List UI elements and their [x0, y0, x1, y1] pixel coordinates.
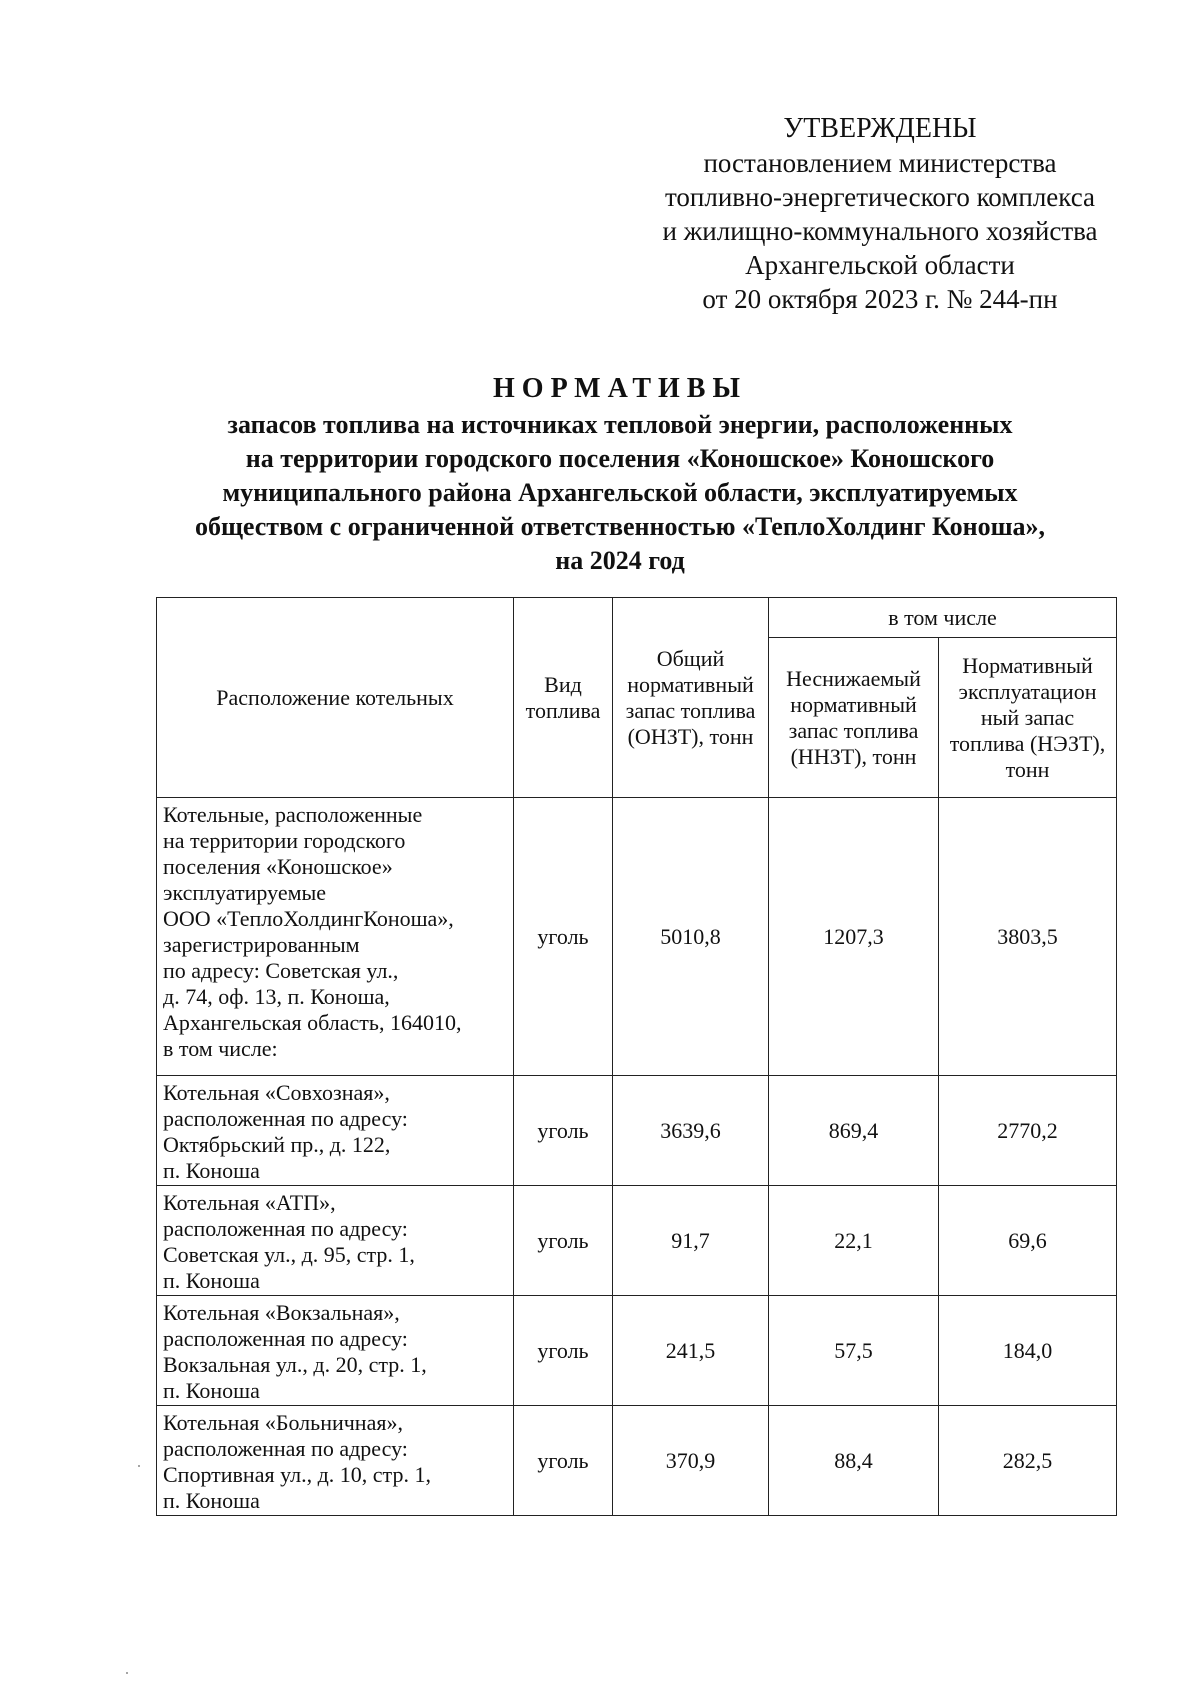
header-nezt: Нормативный эксплуатацион ный запас топлива (НЭЗТ), тонн [939, 638, 1117, 798]
cell-total: 5010,8 [613, 798, 769, 1076]
header-including: в том числе [769, 598, 1117, 638]
cell-nnzt: 1207,3 [769, 798, 939, 1076]
cell-location: Котельные, расположенные на территории городского поселения «Коношское» эксплуатируемые ООО «ТеплоХолдингКоноша», зарегистрированным по адресу: Советская ул., д. 74, оф. 13, п. Коноша, Архангельская область, 164010, в том числе: [157, 798, 514, 1076]
cell-nnzt: 869,4 [769, 1076, 939, 1186]
cell-location: Котельная «Совхозная», расположенная по адресу: Октябрьский пр., д. 122, п. Коноша [157, 1076, 514, 1186]
approval-block [600, 112, 1160, 316]
cell-fuel: уголь [514, 798, 613, 1076]
title-subtitle-line: на территории городского поселения «Коношское» Коношского [245, 444, 995, 473]
cell-total: 91,7 [613, 1186, 769, 1296]
table-row [157, 1296, 1117, 1406]
table-row [157, 1076, 1117, 1186]
approval-line: от 20 октября 2023 г. № 244-пн [702, 284, 1058, 314]
cell-total: 370,9 [613, 1406, 769, 1516]
header-nnzt: Неснижаемый нормативный запас топлива (ННЗТ), тонн [769, 638, 939, 798]
cell-location: Котельная «АТП», расположенная по адресу: Советская ул., д. 95, стр. 1, п. Коноша [157, 1186, 514, 1296]
title-main: НОРМАТИВЫ [493, 373, 747, 404]
cell-nezt: 69,6 [939, 1186, 1117, 1296]
header-location: Расположение котельных [157, 598, 514, 798]
header-total-reserve: Общий нормативный запас топлива (ОНЗТ), тонн [613, 598, 769, 798]
cell-nnzt: 57,5 [769, 1296, 939, 1406]
cell-fuel: уголь [514, 1296, 613, 1406]
scan-speck [138, 1465, 140, 1467]
cell-nnzt: 22,1 [769, 1186, 939, 1296]
approval-heading: УТВЕРЖДЕНЫ [783, 113, 977, 144]
cell-location: Котельная «Больничная», расположенная по адресу: Спортивная ул., д. 10, стр. 1, п. Коноша [157, 1406, 514, 1516]
header-fuel-type: Вид топлива [514, 598, 613, 798]
title-subtitle-line: муниципального района Архангельской области, эксплуатируемых [222, 478, 1018, 507]
document-title [140, 372, 1100, 578]
cell-nezt: 184,0 [939, 1296, 1117, 1406]
table-row [157, 1186, 1117, 1296]
approval-line: Архангельской области [745, 250, 1015, 280]
cell-location: Котельная «Вокзальная», расположенная по адресу: Вокзальная ул., д. 20, стр. 1, п. Коноша [157, 1296, 514, 1406]
fuel-norms-table [156, 597, 1117, 1516]
cell-total: 3639,6 [613, 1076, 769, 1186]
approval-line: постановлением министерства [703, 148, 1057, 178]
cell-nezt: 3803,5 [939, 798, 1117, 1076]
cell-fuel: уголь [514, 1076, 613, 1186]
cell-fuel: уголь [514, 1186, 613, 1296]
cell-nnzt: 88,4 [769, 1406, 939, 1516]
scan-speck [126, 1672, 128, 1674]
cell-total: 241,5 [613, 1296, 769, 1406]
cell-fuel: уголь [514, 1406, 613, 1516]
cell-nezt: 282,5 [939, 1406, 1117, 1516]
approval-line: топливно-энергетического комплекса [664, 182, 1096, 212]
table-row [157, 798, 1117, 1076]
approval-line: и жилищно-коммунального хозяйства [662, 216, 1098, 246]
table-row [157, 1406, 1117, 1516]
title-subtitle-line: на 2024 год [555, 546, 685, 575]
title-subtitle-line: запасов топлива на источниках тепловой энергии, расположенных [227, 410, 1013, 439]
title-subtitle-line: обществом с ограниченной ответственностью «ТеплоХолдинг Коноша», [194, 512, 1046, 541]
cell-nezt: 2770,2 [939, 1076, 1117, 1186]
